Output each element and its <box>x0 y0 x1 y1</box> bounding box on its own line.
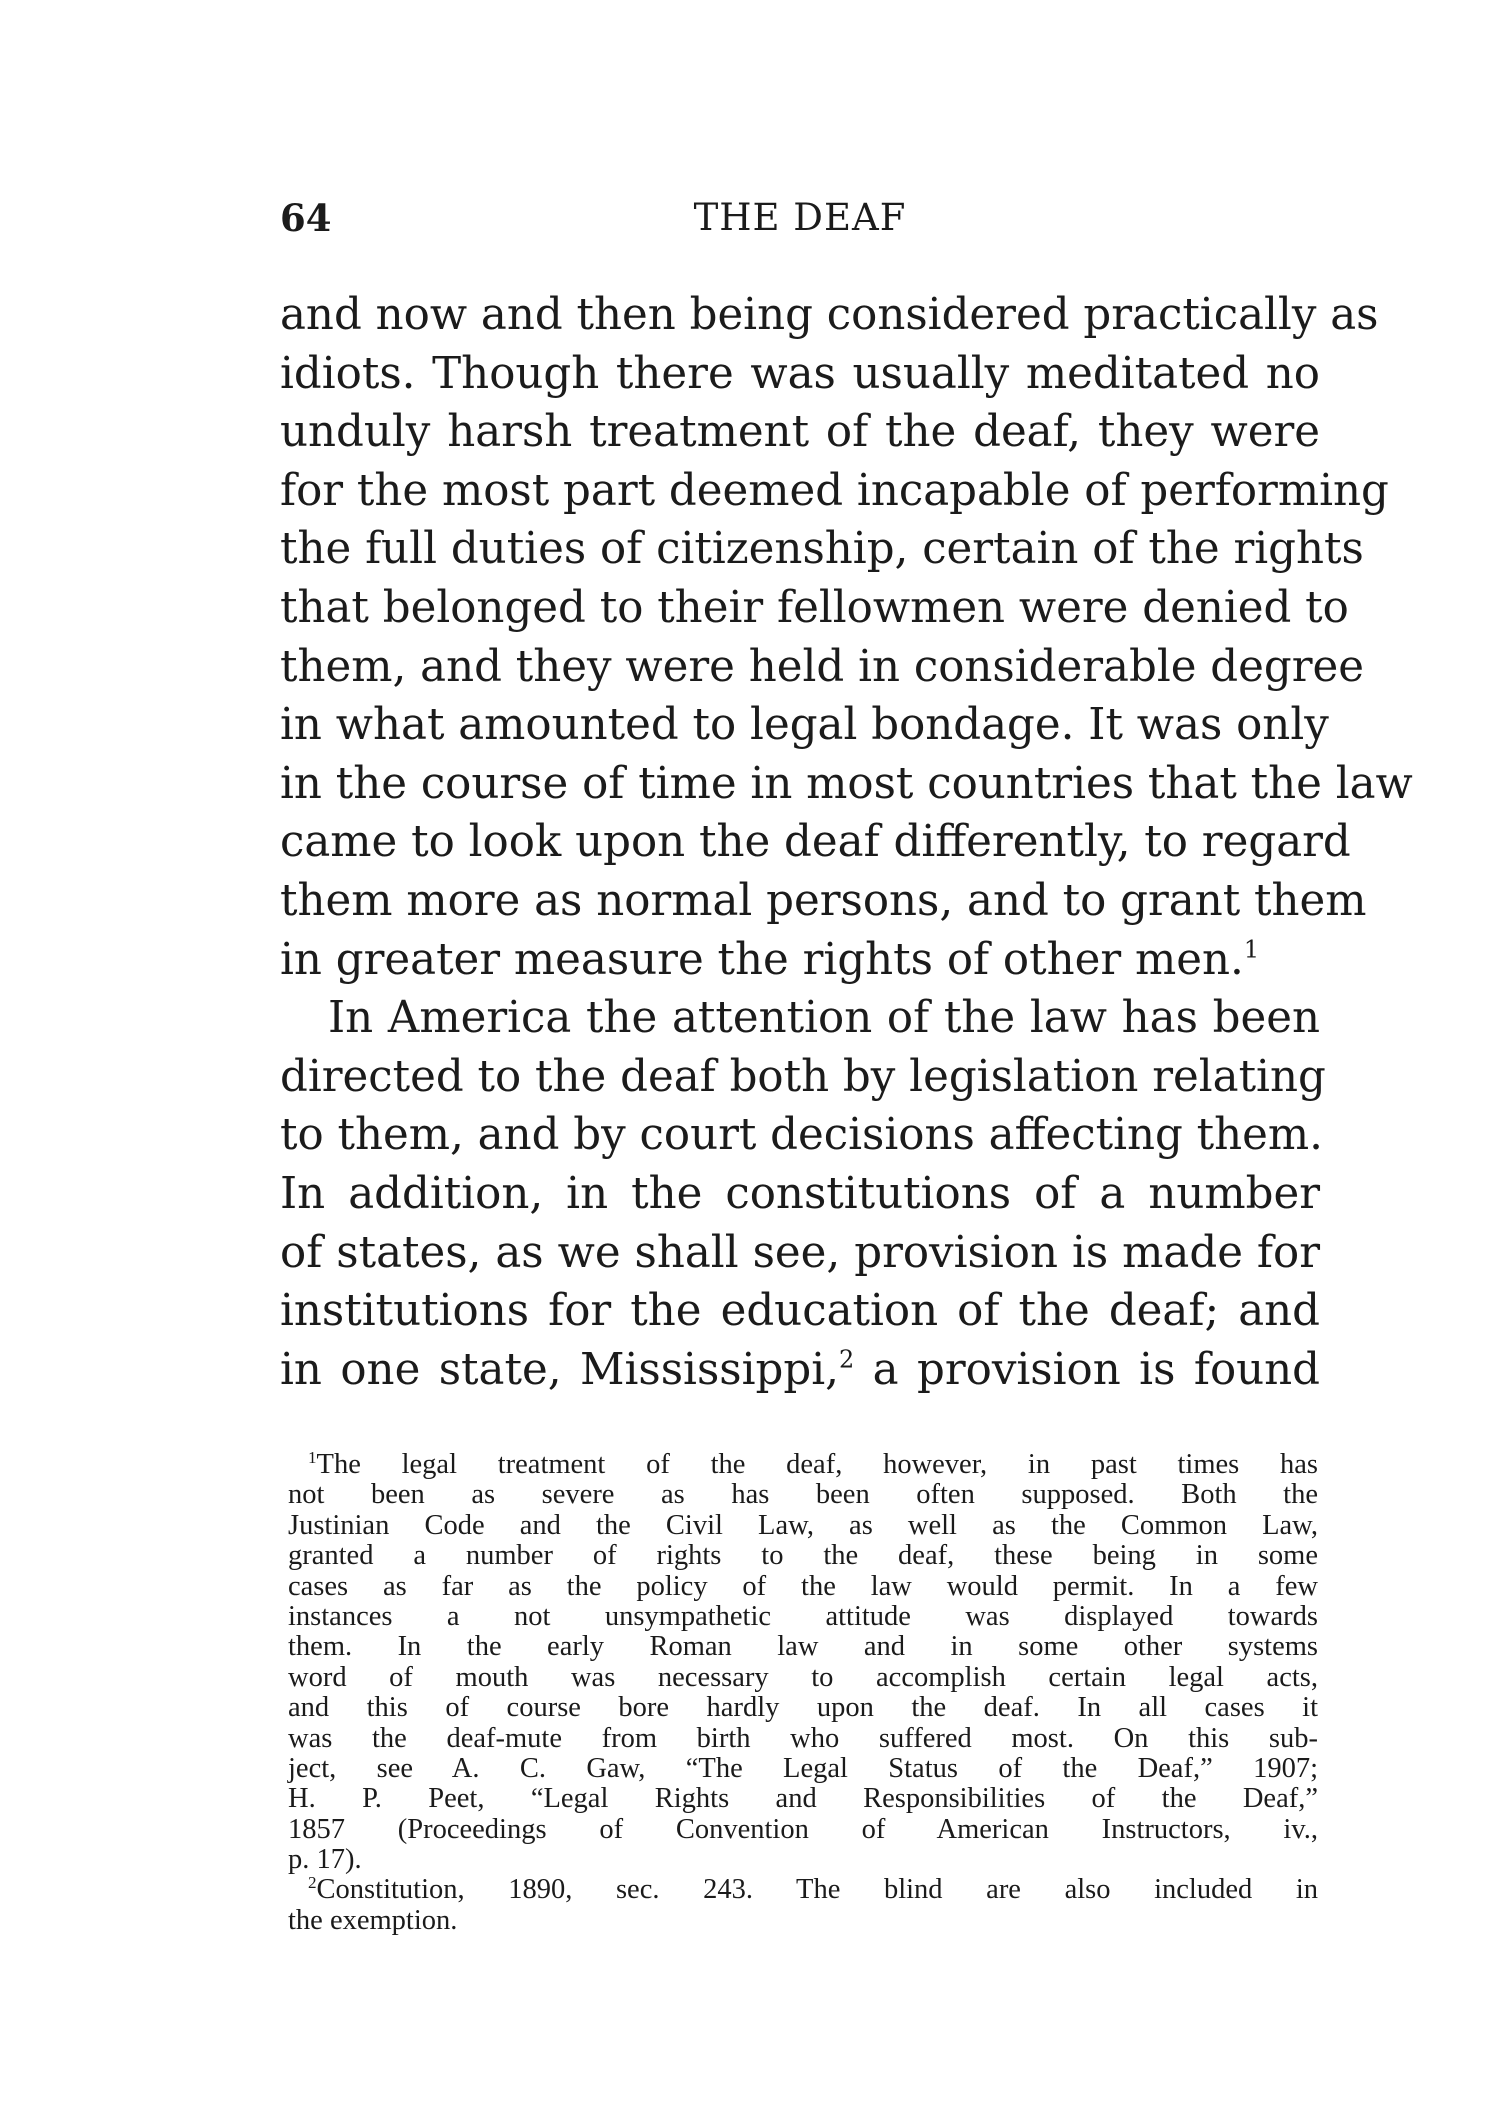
footnote-line <box>288 1447 1318 1480</box>
body-line-text: in greater measure the rights of other men. <box>280 934 1244 985</box>
footnote-text: Constitution, 1890, sec. 243. The blind are also included in <box>316 1874 1318 1906</box>
footnote-line: word of mouth was necessary to accomplish certain legal acts, <box>288 1661 1318 1693</box>
running-head <box>280 193 1320 243</box>
body-line: directed to the deaf both by legislation relating <box>280 1051 1326 1102</box>
footnote-line: was the deaf-mute from birth who suffered most. On this sub- <box>288 1722 1318 1754</box>
footnote-line: cases as far as the policy of the law would permit. In a few <box>288 1570 1318 1602</box>
body-line: came to look upon the deaf differently, to regard <box>280 817 1351 868</box>
footnote-text: The legal treatment of the deaf, however, in past times has <box>316 1449 1318 1480</box>
body-line: and now and then being considered practically as <box>280 290 1379 340</box>
body-line: idiots. Though there was usually meditated no <box>280 348 1320 399</box>
body-line: In addition, in the constitutions of a number <box>280 1168 1320 1219</box>
footnote-marker: 2 <box>308 1873 317 1893</box>
body-line <box>280 1341 1320 1400</box>
body-line: unduly harsh treatment of the deaf, they were <box>280 407 1320 458</box>
footnote-line: 1857 (Proceedings of Convention of American Instructors, iv., <box>288 1813 1318 1845</box>
footnote-ref: 1 <box>1243 934 1260 963</box>
body-line: in what amounted to legal bondage. It was only <box>280 700 1329 751</box>
page-number: 64 <box>280 196 332 240</box>
body-line: them, and they were held in considerable degree <box>280 641 1365 692</box>
footnote-line: Justinian Code and the Civil Law, as well as the Common Law, <box>288 1509 1318 1541</box>
body-line-text: a provision is found <box>872 1344 1321 1395</box>
body-line: that belonged to their fellowmen were denied to <box>280 582 1349 633</box>
body-text <box>280 286 1413 1399</box>
footnotes <box>288 1447 1318 1936</box>
footnote-line: p. 17). <box>288 1844 362 1876</box>
footnote-line: instances a not unsympathetic attitude was displayed towards <box>288 1600 1318 1632</box>
body-line: for the most part deemed incapable of performing <box>280 465 1389 516</box>
footnote-marker: 1 <box>308 1447 317 1467</box>
footnote-line: granted a number of rights to the deaf, these being in some <box>288 1540 1318 1572</box>
body-line: to them, and by court decisions affecting them. <box>280 1110 1323 1161</box>
body-line: in the course of time in most countries that the law <box>280 758 1413 809</box>
body-line: them more as normal persons, and to grant them <box>280 875 1367 926</box>
body-line-text: in one state, Mississippi, <box>280 1344 839 1395</box>
running-title: THE DEAF <box>693 196 907 239</box>
footnote-line <box>288 1875 1318 1905</box>
footnote-line: not been as severe as has been often supposed. Both the <box>288 1479 1318 1511</box>
footnote-line: the exemption. <box>288 1904 458 1936</box>
body-line: In America the attention of the law has been <box>328 993 1320 1044</box>
body-line: of states, as we shall see, provision is made for <box>280 1227 1320 1278</box>
body-line: institutions for the education of the deaf; and <box>280 1286 1320 1337</box>
footnote-line: ject, see A. C. Gaw, “The Legal Status of the Deaf,” 1907; <box>288 1752 1318 1784</box>
footnote-line: and this of course bore hardly upon the deaf. In all cases it <box>288 1692 1318 1724</box>
body-line <box>280 931 1320 990</box>
footnote-ref: 2 <box>838 1344 855 1373</box>
body-line: the full duties of citizenship, certain of the rights <box>280 524 1364 575</box>
footnote-line: them. In the early Roman law and in some other systems <box>288 1631 1318 1663</box>
footnote-line: H. P. Peet, “Legal Rights and Responsibilities of the Deaf,” <box>288 1783 1318 1815</box>
